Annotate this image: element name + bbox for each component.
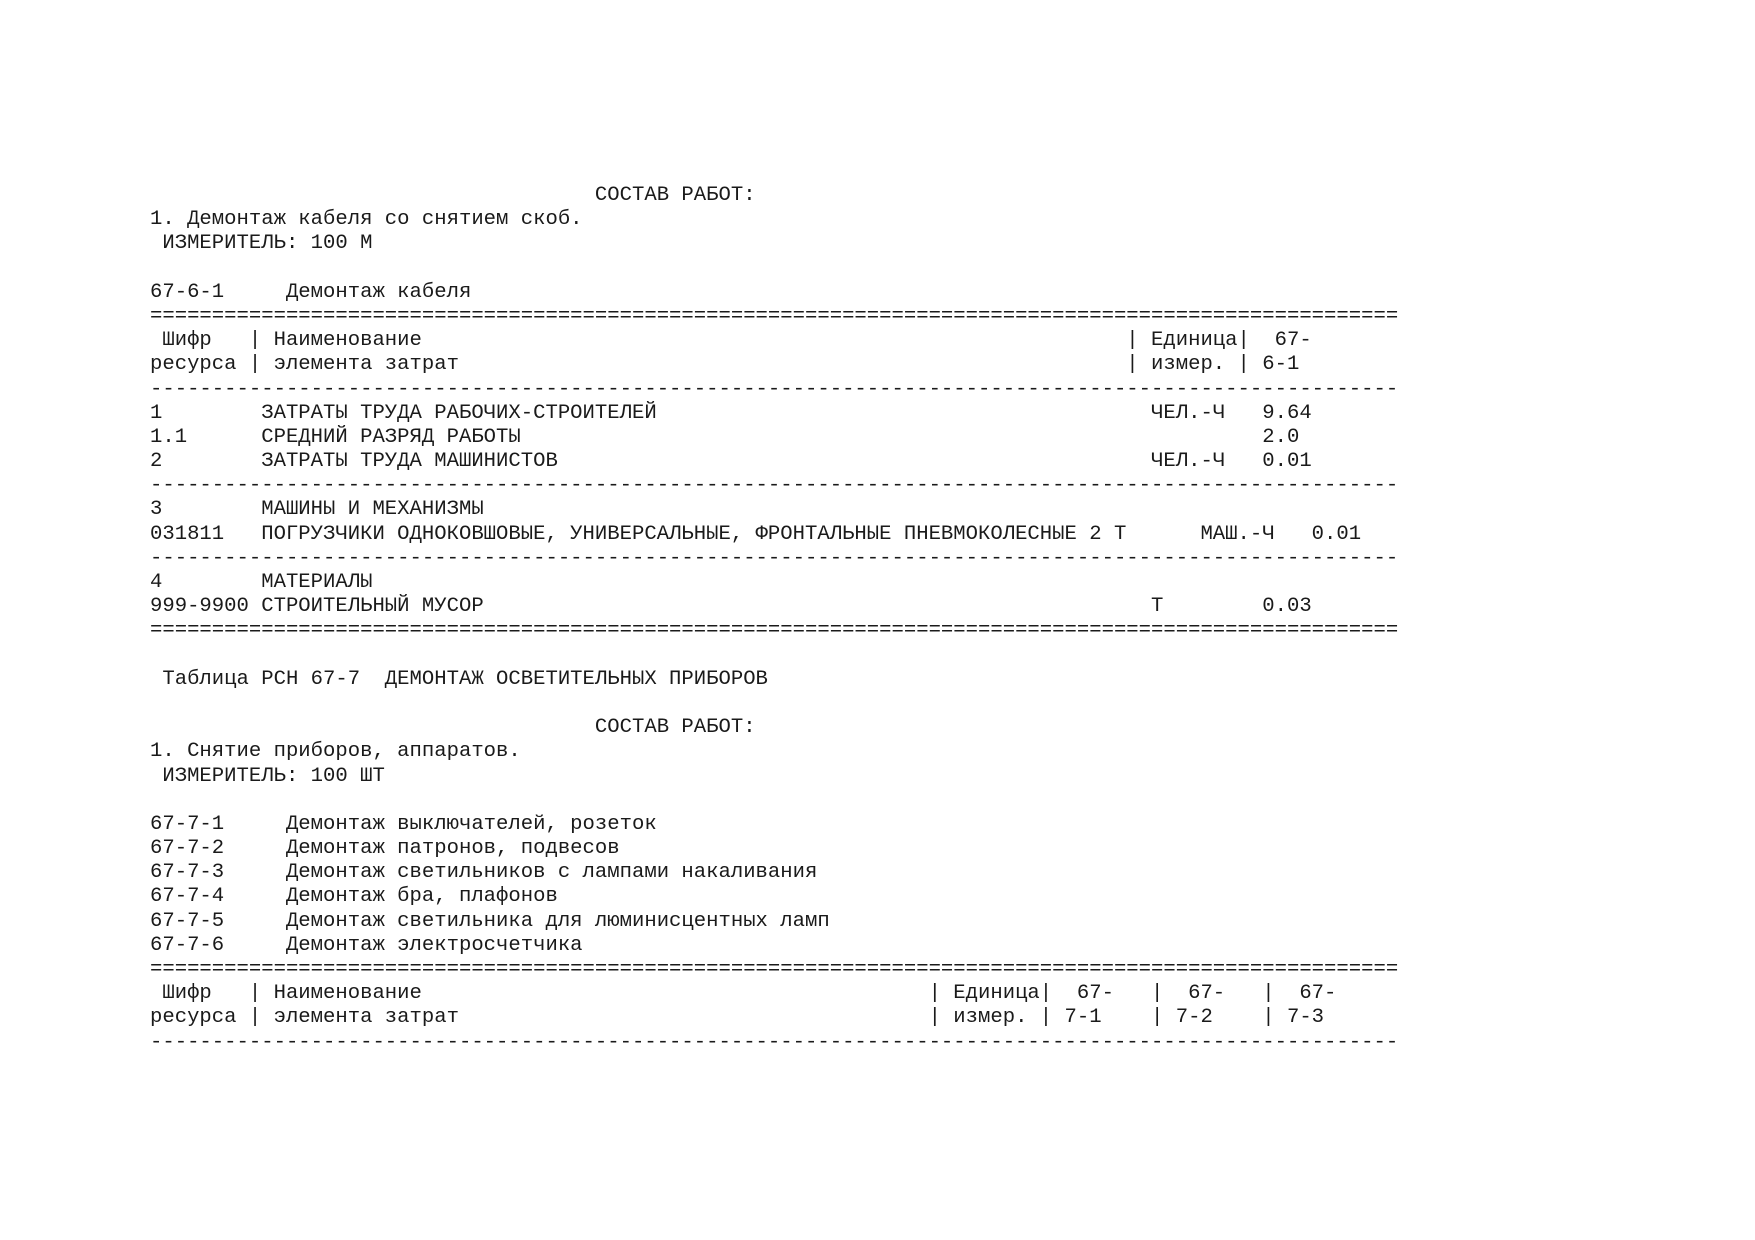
document-text: [150, 184, 1398, 1055]
table-single-rule: -----------------------------------------------------------------------------------------------------: [150, 474, 1399, 498]
table-row: 1.1 СРЕДНИЙ РАЗРЯД РАБОТЫ 2.0: [150, 425, 1300, 449]
table-single-rule: -----------------------------------------------------------------------------------------------------: [150, 1030, 1399, 1054]
table-single-rule: -----------------------------------------------------------------------------------------------------: [150, 377, 1399, 401]
table-header-row: Шифр | Наименование | Единица| 67- | 67- | 67-: [150, 982, 1337, 1006]
table-row: 2 ЗАТРАТЫ ТРУДА МАШИНИСТОВ ЧЕЛ.-Ч 0.01: [150, 450, 1312, 474]
norm-title: 67-7-1 Демонтаж выключателей, розеток: [150, 812, 657, 836]
table-double-rule: =====================================================================================================: [150, 619, 1399, 643]
table-single-rule: -----------------------------------------------------------------------------------------------------: [150, 546, 1399, 570]
table-header-row: ресурса | элемента затрат | измер. | 7-1 | 7-2 | 7-3: [150, 1006, 1325, 1030]
work-step: 1. Снятие приборов, аппаратов.: [150, 740, 521, 764]
norm-title: 67-7-2 Демонтаж патронов, подвесов: [150, 837, 620, 861]
blank-line: [150, 644, 1398, 668]
measure-unit: ИЗМЕРИТЕЛЬ: 100 М: [150, 232, 373, 256]
table-row: 999-9900 СТРОИТЕЛЬНЫЙ МУСОР Т 0.03: [150, 595, 1312, 619]
table-caption: Таблица РСН 67-7 ДЕМОНТАЖ ОСВЕТИТЕЛЬНЫХ ПРИБОРОВ: [150, 667, 768, 691]
section-heading-work-composition: СОСТАВ РАБОТ:: [150, 184, 756, 207]
table-row: 031811 ПОГРУЗЧИКИ ОДНОКОВШОВЫЕ, УНИВЕРСАЛЬНЫЕ, ФРОНТАЛЬНЫЕ ПНЕВМОКОЛЕСНЫЕ 2 Т МАШ.-Ч 0.01: [150, 522, 1362, 546]
table-header-row: ресурса | элемента затрат | измер. | 6-1: [150, 353, 1300, 377]
table-double-rule: =====================================================================================================: [150, 304, 1399, 328]
table-row: 3 МАШИНЫ И МЕХАНИЗМЫ: [150, 498, 484, 522]
table-double-rule: =====================================================================================================: [150, 958, 1399, 981]
table-row: 4 МАТЕРИАЛЫ: [150, 571, 373, 594]
norm-title: 67-7-5 Демонтаж светильника для люминисцентных ламп: [150, 909, 830, 933]
norm-title: 67-7-6 Демонтаж электросчетчика: [150, 933, 583, 957]
norm-title: 67-7-3 Демонтаж светильников с лампами накаливания: [150, 861, 818, 885]
norm-title: 67-7-4 Демонтаж бра, плафонов: [150, 885, 558, 909]
measure-unit: ИЗМЕРИТЕЛЬ: 100 ШТ: [150, 764, 385, 788]
blank-line: [150, 257, 1398, 281]
norm-title: 67-6-1 Демонтаж кабеля: [150, 280, 472, 304]
table-header-row: Шифр | Наименование | Единица| 67-: [150, 329, 1312, 353]
work-step: 1. Демонтаж кабеля со снятием скоб.: [150, 208, 583, 232]
blank-line: [150, 692, 1398, 716]
blank-line: [150, 789, 1398, 813]
table-row: 1 ЗАТРАТЫ ТРУДА РАБОЧИХ-СТРОИТЕЛЕЙ ЧЕЛ.-Ч 9.64: [150, 401, 1312, 425]
section-heading-work-composition: СОСТАВ РАБОТ:: [150, 716, 756, 740]
